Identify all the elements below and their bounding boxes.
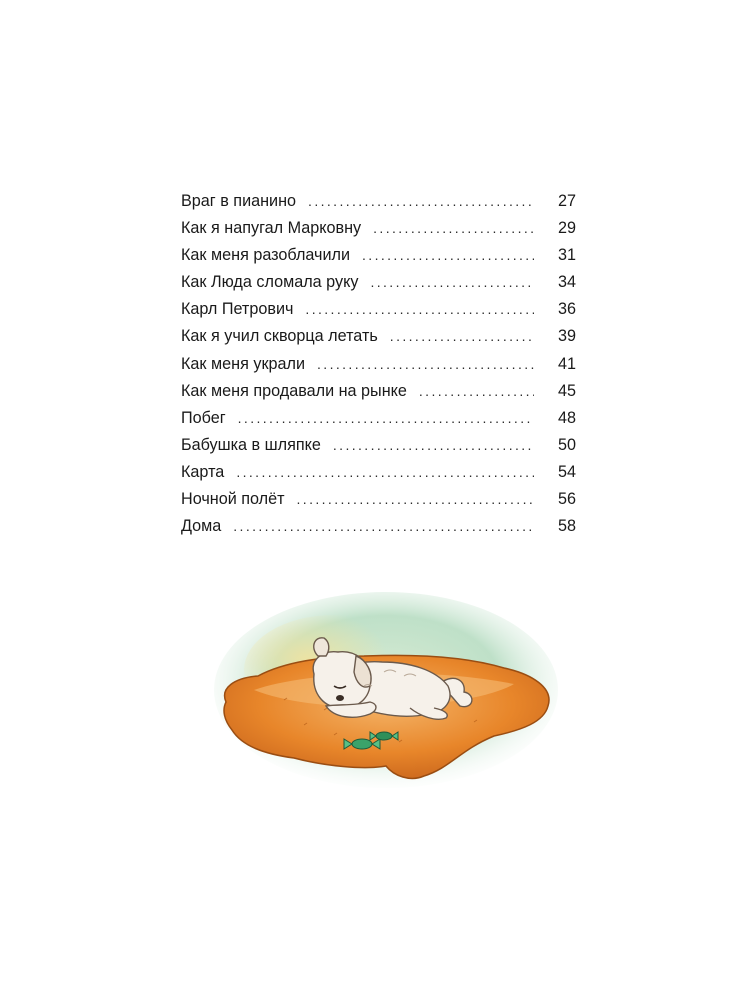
toc-dot-leader — [333, 432, 534, 459]
toc-entry-title: Карл Петрович — [181, 300, 294, 319]
toc-entry[interactable] — [181, 513, 576, 540]
toc-entry-page: 39 — [557, 327, 576, 346]
toc-entry[interactable] — [181, 242, 576, 269]
toc-entry-page: 41 — [557, 354, 576, 373]
toc-dot-leader — [370, 269, 534, 296]
toc-entry-page: 34 — [557, 273, 576, 292]
toc-entry-title: Карта — [181, 462, 225, 481]
toc-dot-leader — [238, 405, 534, 432]
toc-entry-title: Как меня украли — [181, 354, 306, 373]
toc-entry[interactable] — [181, 486, 576, 513]
toc-entry-title: Как Люда сломала руку — [181, 273, 359, 292]
toc-entry[interactable] — [181, 378, 576, 405]
toc-dot-leader — [236, 459, 534, 486]
toc-entry-page: 31 — [557, 246, 576, 265]
toc-entry[interactable] — [181, 269, 576, 296]
toc-entry-page: 56 — [557, 490, 576, 509]
toc-entry-page: 27 — [557, 192, 576, 210]
toc-entry-title: Дома — [181, 517, 222, 536]
toc-entry-page: 54 — [557, 462, 576, 481]
toc-entry-page: 58 — [557, 517, 576, 536]
sleeping-dog-illustration — [214, 590, 562, 800]
toc-entry-page: 29 — [557, 219, 576, 238]
toc-entry[interactable] — [181, 351, 576, 378]
toc-dot-leader — [373, 215, 534, 242]
toc-entry[interactable] — [181, 432, 576, 459]
toc-entry-page: 45 — [557, 381, 576, 400]
toc-dot-leader — [297, 486, 534, 513]
toc-entry-title: Как я учил скворца летать — [181, 327, 378, 346]
toc-entry-page: 50 — [557, 435, 576, 454]
toc-entry-title: Побег — [181, 408, 226, 427]
toc-entry-title: Как я напугал Марковну — [181, 219, 362, 238]
toc-entry[interactable] — [181, 323, 576, 350]
toc-entry-page: 48 — [557, 408, 576, 427]
toc-dot-leader — [362, 242, 534, 269]
sleeping-dog-on-cushion-icon — [214, 590, 562, 800]
toc-entry-title: Как меня продавали на рынке — [181, 381, 407, 400]
toc-entry[interactable] — [181, 215, 576, 242]
toc-entry[interactable] — [181, 188, 576, 215]
toc-entry[interactable] — [181, 459, 576, 486]
toc-entry-title: Бабушка в шляпке — [181, 435, 321, 454]
dog-nose — [336, 695, 344, 701]
toc-dot-leader — [233, 513, 534, 540]
toc-dot-leader — [419, 378, 534, 405]
toc-entry-title: Как меня разоблачили — [181, 246, 351, 265]
toc-entry-page: 36 — [557, 300, 576, 319]
toc-dot-leader — [390, 323, 534, 350]
toc-entry[interactable] — [181, 296, 576, 323]
toc-entry-title: Ночной полёт — [181, 490, 285, 509]
table-of-contents — [181, 188, 576, 540]
toc-entry[interactable] — [181, 405, 576, 432]
toc-entry-title: Враг в пианино — [181, 192, 297, 210]
toc-dot-leader — [317, 351, 534, 378]
toc-dot-leader — [308, 188, 534, 215]
dog-ear-left — [314, 638, 329, 656]
toc-dot-leader — [305, 296, 534, 323]
